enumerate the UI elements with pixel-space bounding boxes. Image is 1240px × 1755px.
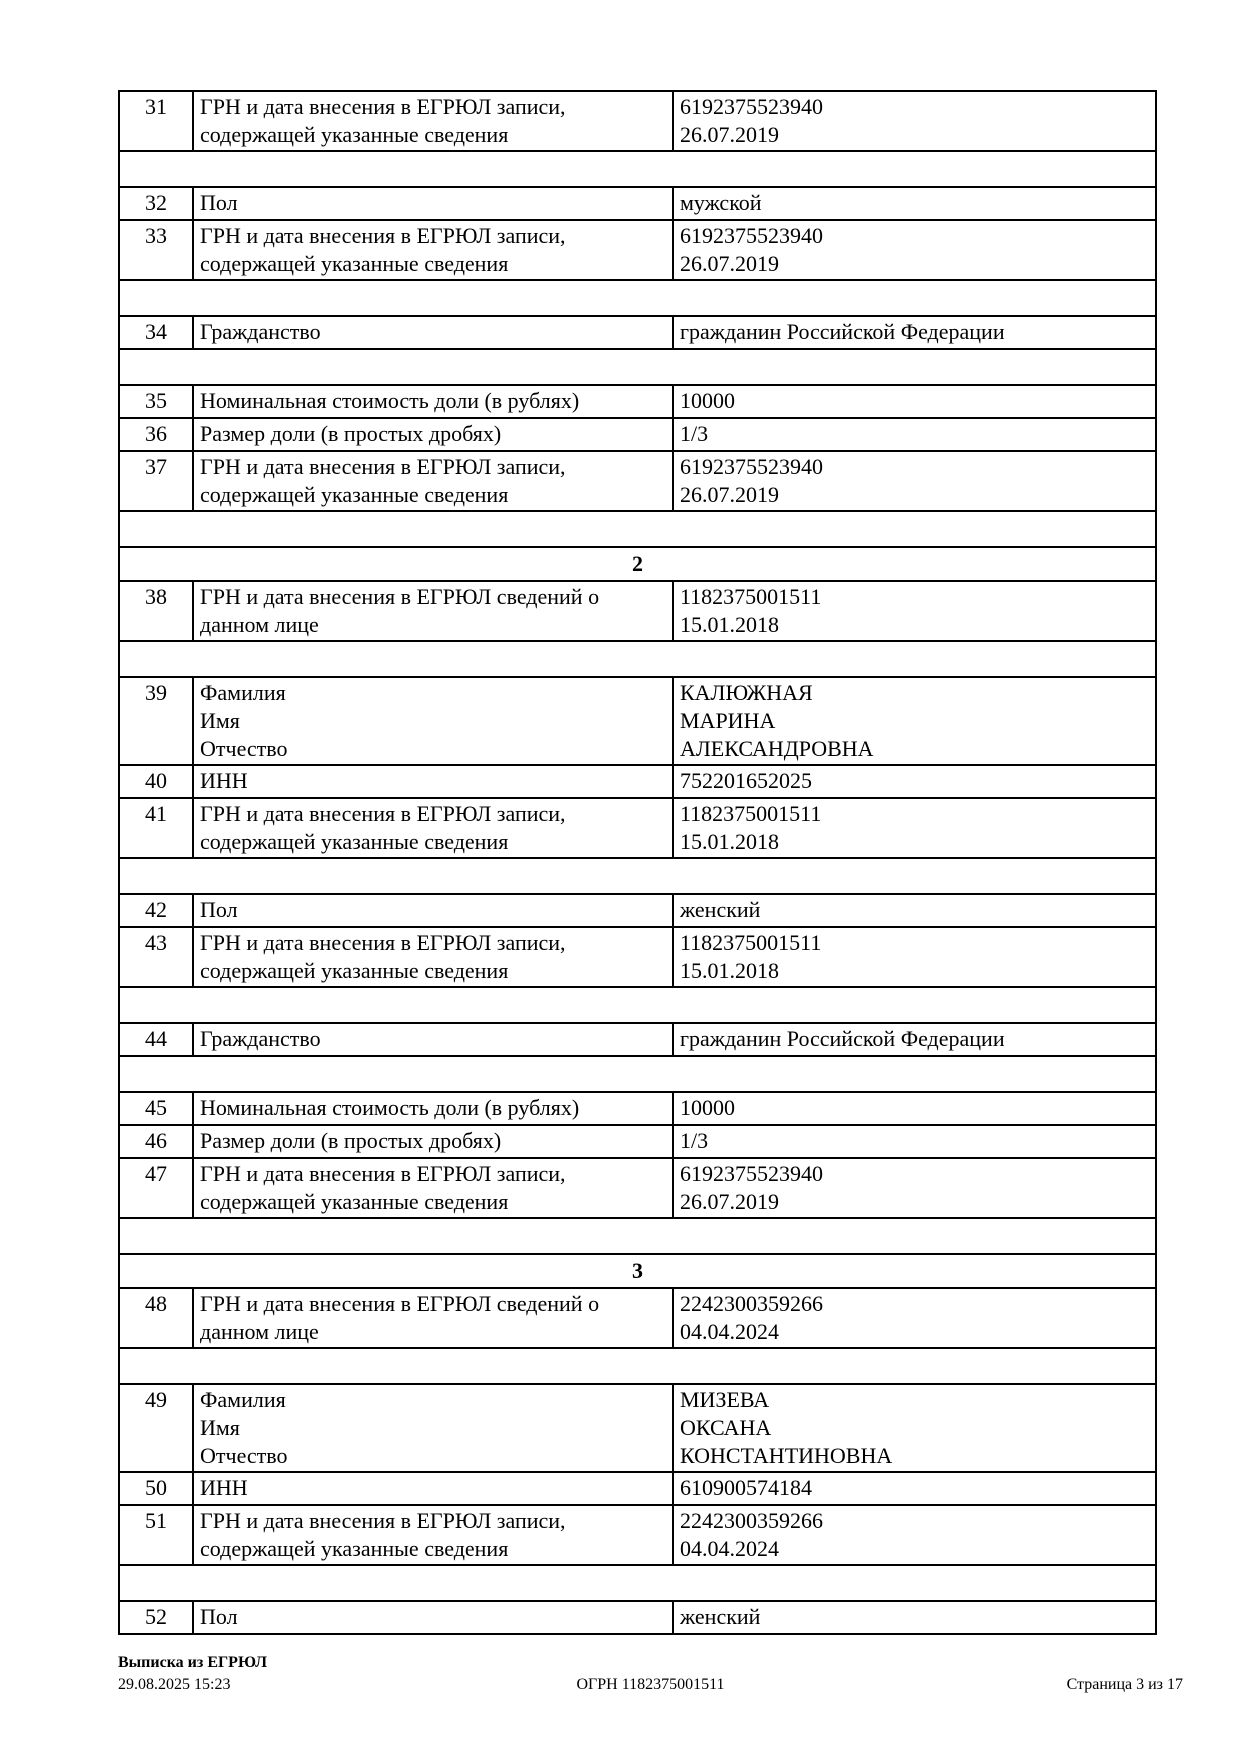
- section-header-cell: 3: [119, 1254, 1156, 1288]
- table-row: [119, 1125, 1156, 1158]
- spacer-row: [119, 280, 1156, 316]
- section-header-cell: 2: [119, 547, 1156, 581]
- row-label-cell: Номинальная стоимость доли (в рублях): [193, 1092, 673, 1125]
- row-value-cell: 752201652025: [673, 765, 1156, 798]
- footer-datetime: 29.08.2025 15:23: [118, 1676, 231, 1693]
- row-number-cell: 36: [119, 418, 193, 451]
- spacer-row: [119, 858, 1156, 894]
- table-row: [119, 451, 1156, 511]
- row-value-cell: 1182375001511 15.01.2018: [673, 581, 1156, 641]
- row-number-cell: 50: [119, 1472, 193, 1505]
- footer-doc-title: Выписка из ЕГРЮЛ: [118, 1654, 268, 1671]
- table-row: [119, 91, 1156, 151]
- table-row: [119, 1505, 1156, 1565]
- spacer-cell: [119, 641, 1156, 677]
- row-value-cell: 6192375523940 26.07.2019: [673, 91, 1156, 151]
- row-label-cell: ИНН: [193, 1472, 673, 1505]
- row-value-cell: 6192375523940 26.07.2019: [673, 220, 1156, 280]
- spacer-cell: [119, 1218, 1156, 1254]
- table-row: [119, 1158, 1156, 1218]
- table-row: [119, 1288, 1156, 1348]
- table-row: [119, 1092, 1156, 1125]
- row-value-cell: 2242300359266 04.04.2024: [673, 1505, 1156, 1565]
- row-number-cell: 47: [119, 1158, 193, 1218]
- row-value-cell: гражданин Российской Федерации: [673, 316, 1156, 349]
- row-number-cell: 33: [119, 220, 193, 280]
- spacer-row: [119, 1565, 1156, 1601]
- footer-page-number: Страница 3 из 17: [1066, 1676, 1183, 1693]
- table-row: [119, 418, 1156, 451]
- spacer-row: [119, 1056, 1156, 1092]
- row-value-cell: 610900574184: [673, 1472, 1156, 1505]
- row-label-cell: ГРН и дата внесения в ЕГРЮЛ записи, содержащей указанные сведения: [193, 1505, 673, 1565]
- spacer-row: [119, 1348, 1156, 1384]
- row-number-cell: 52: [119, 1601, 193, 1634]
- table-row: [119, 798, 1156, 858]
- egrul-extract-table: [118, 90, 1157, 1635]
- section-header-row: [119, 547, 1156, 581]
- table-row: [119, 894, 1156, 927]
- row-number-cell: 31: [119, 91, 193, 151]
- spacer-row: [119, 349, 1156, 385]
- row-number-cell: 43: [119, 927, 193, 987]
- spacer-cell: [119, 151, 1156, 187]
- spacer-row: [119, 987, 1156, 1023]
- row-label-cell: Фамилия Имя Отчество: [193, 1384, 673, 1472]
- table-row: [119, 316, 1156, 349]
- table-body: [119, 91, 1156, 1634]
- table-row: [119, 187, 1156, 220]
- spacer-cell: [119, 987, 1156, 1023]
- table-row: [119, 677, 1156, 765]
- row-label-cell: ГРН и дата внесения в ЕГРЮЛ записи, содержащей указанные сведения: [193, 798, 673, 858]
- spacer-cell: [119, 1565, 1156, 1601]
- row-value-cell: 2242300359266 04.04.2024: [673, 1288, 1156, 1348]
- spacer-cell: [119, 349, 1156, 385]
- spacer-cell: [119, 1348, 1156, 1384]
- row-label-cell: ГРН и дата внесения в ЕГРЮЛ записи, содержащей указанные сведения: [193, 1158, 673, 1218]
- table-row: [119, 1601, 1156, 1634]
- footer-ogrn: ОГРН 1182375001511: [576, 1676, 725, 1693]
- row-value-cell: женский: [673, 894, 1156, 927]
- row-number-cell: 34: [119, 316, 193, 349]
- row-value-cell: КАЛЮЖНАЯ МАРИНА АЛЕКСАНДРОВНА: [673, 677, 1156, 765]
- row-value-cell: МИЗЕВА ОКСАНА КОНСТАНТИНОВНА: [673, 1384, 1156, 1472]
- row-number-cell: 39: [119, 677, 193, 765]
- row-value-cell: женский: [673, 1601, 1156, 1634]
- row-label-cell: ГРН и дата внесения в ЕГРЮЛ сведений о данном лице: [193, 581, 673, 641]
- row-value-cell: 1/3: [673, 418, 1156, 451]
- row-number-cell: 44: [119, 1023, 193, 1056]
- row-label-cell: Номинальная стоимость доли (в рублях): [193, 385, 673, 418]
- row-number-cell: 51: [119, 1505, 193, 1565]
- row-number-cell: 35: [119, 385, 193, 418]
- spacer-row: [119, 151, 1156, 187]
- row-label-cell: Размер доли (в простых дробях): [193, 418, 673, 451]
- row-label-cell: ИНН: [193, 765, 673, 798]
- row-value-cell: 1/3: [673, 1125, 1156, 1158]
- spacer-cell: [119, 511, 1156, 547]
- row-label-cell: Фамилия Имя Отчество: [193, 677, 673, 765]
- row-label-cell: ГРН и дата внесения в ЕГРЮЛ записи, содержащей указанные сведения: [193, 220, 673, 280]
- row-number-cell: 37: [119, 451, 193, 511]
- spacer-cell: [119, 280, 1156, 316]
- table-row: [119, 927, 1156, 987]
- row-label-cell: Гражданство: [193, 316, 673, 349]
- table-row: [119, 765, 1156, 798]
- table-row: [119, 1023, 1156, 1056]
- row-number-cell: 46: [119, 1125, 193, 1158]
- row-number-cell: 48: [119, 1288, 193, 1348]
- row-number-cell: 40: [119, 765, 193, 798]
- row-value-cell: 6192375523940 26.07.2019: [673, 451, 1156, 511]
- table-row: [119, 220, 1156, 280]
- row-value-cell: 1182375001511 15.01.2018: [673, 927, 1156, 987]
- row-number-cell: 42: [119, 894, 193, 927]
- page-footer: [118, 1652, 1183, 1696]
- table-row: [119, 1472, 1156, 1505]
- row-number-cell: 41: [119, 798, 193, 858]
- section-header-row: [119, 1254, 1156, 1288]
- row-value-cell: 1182375001511 15.01.2018: [673, 798, 1156, 858]
- row-number-cell: 38: [119, 581, 193, 641]
- row-label-cell: ГРН и дата внесения в ЕГРЮЛ записи, содержащей указанные сведения: [193, 927, 673, 987]
- row-label-cell: Пол: [193, 187, 673, 220]
- row-value-cell: гражданин Российской Федерации: [673, 1023, 1156, 1056]
- spacer-row: [119, 1218, 1156, 1254]
- row-label-cell: ГРН и дата внесения в ЕГРЮЛ сведений о данном лице: [193, 1288, 673, 1348]
- spacer-cell: [119, 858, 1156, 894]
- row-value-cell: 10000: [673, 1092, 1156, 1125]
- row-label-cell: Гражданство: [193, 1023, 673, 1056]
- row-number-cell: 49: [119, 1384, 193, 1472]
- table-row: [119, 385, 1156, 418]
- row-number-cell: 32: [119, 187, 193, 220]
- row-label-cell: Размер доли (в простых дробях): [193, 1125, 673, 1158]
- row-label-cell: ГРН и дата внесения в ЕГРЮЛ записи, содержащей указанные сведения: [193, 451, 673, 511]
- table-row: [119, 1384, 1156, 1472]
- table-row: [119, 581, 1156, 641]
- footer-line2: [118, 1674, 1183, 1696]
- spacer-row: [119, 511, 1156, 547]
- spacer-cell: [119, 1056, 1156, 1092]
- row-value-cell: 6192375523940 26.07.2019: [673, 1158, 1156, 1218]
- row-label-cell: ГРН и дата внесения в ЕГРЮЛ записи, содержащей указанные сведения: [193, 91, 673, 151]
- row-label-cell: Пол: [193, 894, 673, 927]
- row-value-cell: мужской: [673, 187, 1156, 220]
- row-number-cell: 45: [119, 1092, 193, 1125]
- spacer-row: [119, 641, 1156, 677]
- row-label-cell: Пол: [193, 1601, 673, 1634]
- row-value-cell: 10000: [673, 385, 1156, 418]
